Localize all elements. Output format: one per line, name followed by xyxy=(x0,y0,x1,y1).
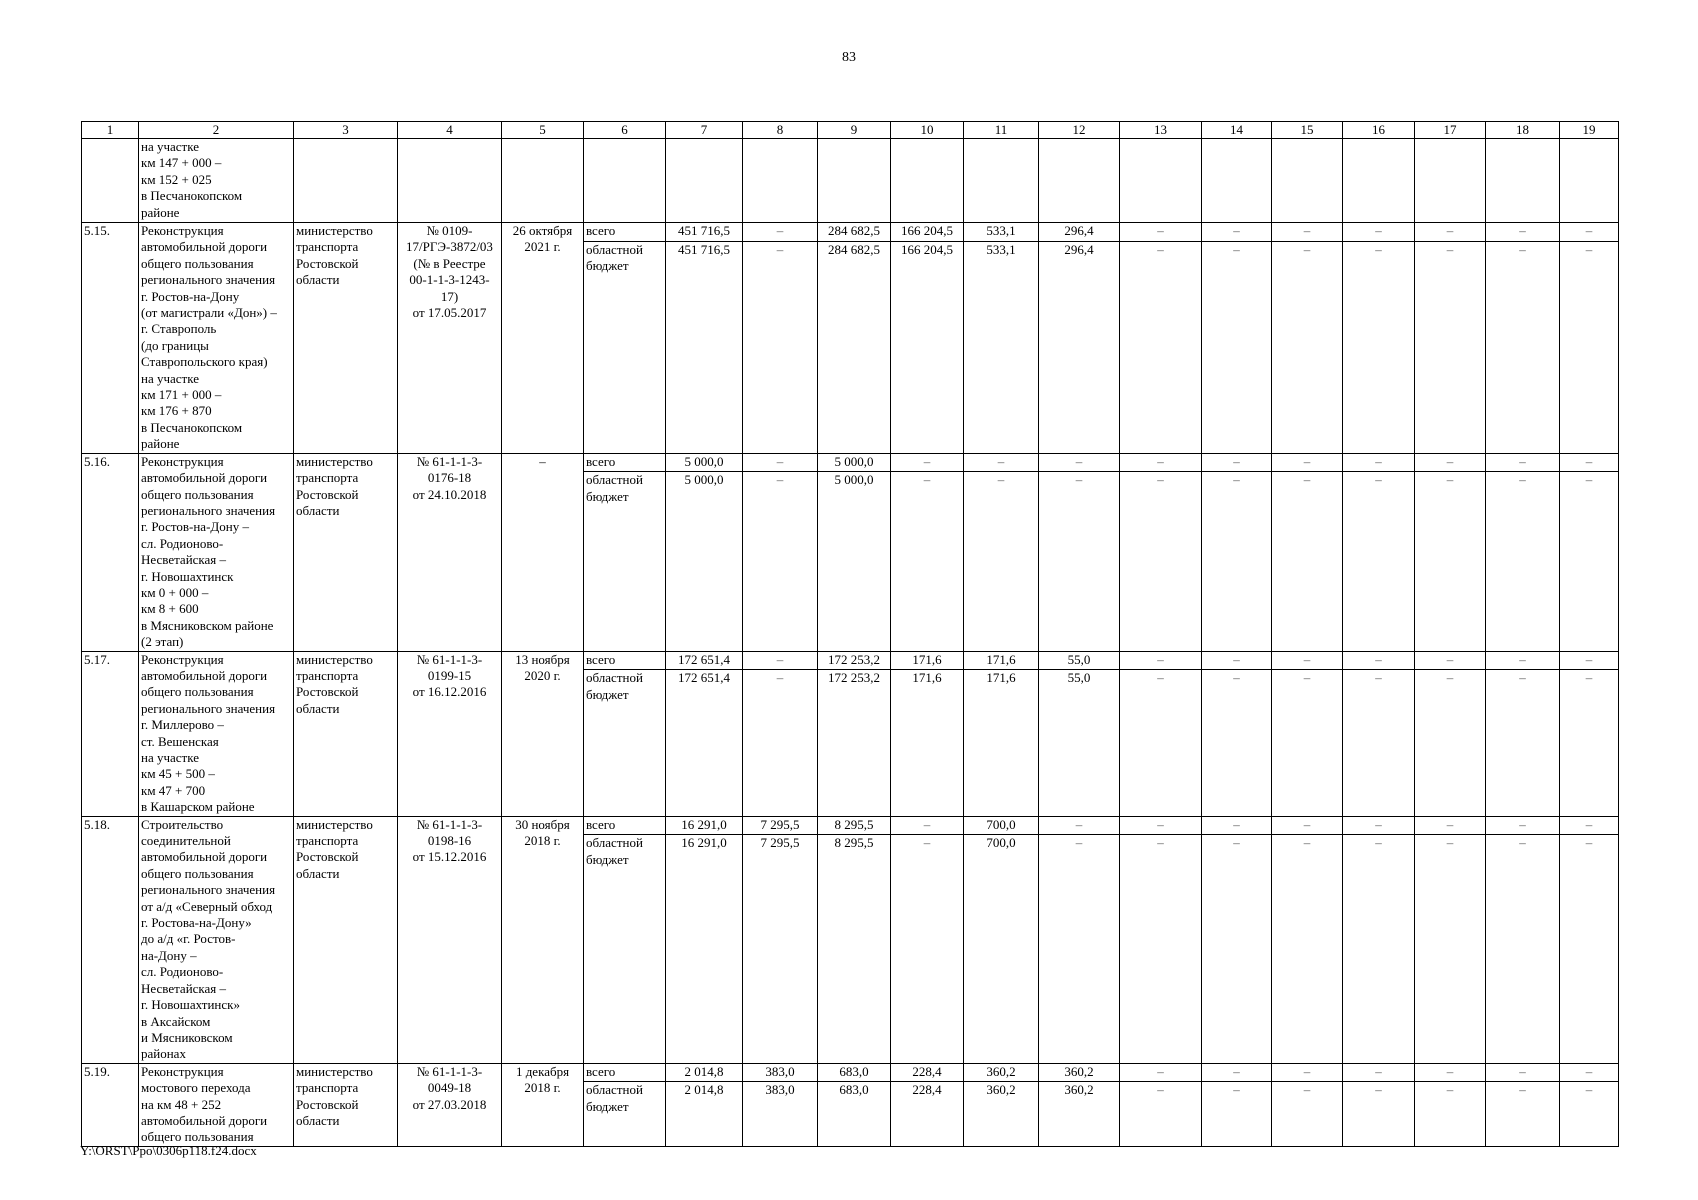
value-col-16: – xyxy=(1343,453,1415,472)
expertise-document: № 61-1-1-3- 0199-15 от 16.12.2016 xyxy=(398,651,502,816)
value-col-10: – xyxy=(891,472,964,651)
value-col-16: – xyxy=(1343,472,1415,651)
value-col-7: 2 014,8 xyxy=(666,1063,743,1082)
value-col-7: 172 651,4 xyxy=(666,651,743,670)
funding-source-regional: областной бюджет xyxy=(584,1082,666,1146)
value-col-19: – xyxy=(1560,241,1619,453)
value-col-9: 8 295,5 xyxy=(818,816,891,835)
value-col-14: – xyxy=(1202,835,1272,1063)
value-col-17: – xyxy=(1415,1082,1486,1146)
value-col-17: – xyxy=(1415,472,1486,651)
value-col-11: – xyxy=(964,472,1039,651)
value-col-17: – xyxy=(1415,453,1486,472)
object-row-total xyxy=(82,1063,1619,1082)
value-col-9: 683,0 xyxy=(818,1063,891,1082)
column-header-5: 5 xyxy=(502,122,584,139)
row-number: 5.17. xyxy=(82,651,139,816)
row-number: 5.18. xyxy=(82,816,139,1063)
column-header-11: 11 xyxy=(964,122,1039,139)
customer: министерство транспорта Ростовской области xyxy=(294,223,398,454)
value-col-19: – xyxy=(1560,223,1619,242)
funding-source-regional: областной бюджет xyxy=(584,835,666,1063)
value-col-12: 55,0 xyxy=(1039,670,1120,816)
value-col-10: – xyxy=(891,453,964,472)
value-col-13: – xyxy=(1120,670,1202,816)
value-col-16: – xyxy=(1343,651,1415,670)
value-col-19: – xyxy=(1560,651,1619,670)
column-header-9: 9 xyxy=(818,122,891,139)
value-col-18: – xyxy=(1486,1082,1560,1146)
customer: министерство транспорта Ростовской области xyxy=(294,651,398,816)
value-col-17: – xyxy=(1415,223,1486,242)
column-header-14: 14 xyxy=(1202,122,1272,139)
object-name: Реконструкция автомобильной дороги общего пользования регионального значения г. Ростов-на-Дону (от магистрали «Дон») – г. Ставрополь (до границы Ставропольского края) на участке км 171 + 000 – км 176 + 870 в Песчанокопском районе xyxy=(139,223,294,454)
value-col-19: – xyxy=(1560,835,1619,1063)
value-col-14: – xyxy=(1202,1082,1272,1146)
continuation-row xyxy=(82,139,1619,223)
column-header-12: 12 xyxy=(1039,122,1120,139)
value-col-11: 171,6 xyxy=(964,651,1039,670)
empty-cell xyxy=(502,139,584,223)
value-col-13: – xyxy=(1120,472,1202,651)
value-col-17: – xyxy=(1415,651,1486,670)
column-header-19: 19 xyxy=(1560,122,1619,139)
column-header-4: 4 xyxy=(398,122,502,139)
funding-source-regional: областной бюджет xyxy=(584,670,666,816)
customer: министерство транспорта Ростовской области xyxy=(294,453,398,651)
funding-source-regional: областной бюджет xyxy=(584,241,666,453)
empty-cell xyxy=(1560,139,1619,223)
value-col-18: – xyxy=(1486,472,1560,651)
funding-source-total: всего xyxy=(584,223,666,242)
value-col-14: – xyxy=(1202,670,1272,816)
page-number: 83 xyxy=(842,50,856,65)
value-col-16: – xyxy=(1343,670,1415,816)
value-col-14: – xyxy=(1202,223,1272,242)
value-col-10: 228,4 xyxy=(891,1082,964,1146)
row-number: 5.19. xyxy=(82,1063,139,1146)
object-name: Реконструкция автомобильной дороги общего пользования регионального значения г. Ростов-на-Дону – сл. Родионово- Несветайская – г. Новошахтинск км 0 + 000 – км 8 + 600 в Мясниковском районе (2 этап) xyxy=(139,453,294,651)
column-header-3: 3 xyxy=(294,122,398,139)
value-col-10: – xyxy=(891,835,964,1063)
empty-cell xyxy=(818,139,891,223)
value-col-14: – xyxy=(1202,816,1272,835)
value-col-14: – xyxy=(1202,472,1272,651)
value-col-13: – xyxy=(1120,1082,1202,1146)
value-col-17: – xyxy=(1415,241,1486,453)
value-col-8: – xyxy=(743,651,818,670)
value-col-15: – xyxy=(1272,651,1343,670)
value-col-9: 284 682,5 xyxy=(818,241,891,453)
value-col-12: 55,0 xyxy=(1039,651,1120,670)
funding-source-total: всего xyxy=(584,816,666,835)
value-col-15: – xyxy=(1272,1063,1343,1082)
value-col-16: – xyxy=(1343,835,1415,1063)
value-col-13: – xyxy=(1120,816,1202,835)
column-header-18: 18 xyxy=(1486,122,1560,139)
empty-cell xyxy=(1202,139,1272,223)
column-header-16: 16 xyxy=(1343,122,1415,139)
value-col-8: – xyxy=(743,670,818,816)
empty-cell xyxy=(1039,139,1120,223)
value-col-14: – xyxy=(1202,453,1272,472)
value-col-9: 284 682,5 xyxy=(818,223,891,242)
value-col-7: 16 291,0 xyxy=(666,835,743,1063)
value-col-8: – xyxy=(743,472,818,651)
continuation-num-cell xyxy=(82,139,139,223)
commissioning-date: 26 октября 2021 г. xyxy=(502,223,584,454)
value-col-8: 7 295,5 xyxy=(743,816,818,835)
funding-source-total: всего xyxy=(584,453,666,472)
value-col-7: 172 651,4 xyxy=(666,670,743,816)
value-col-8: 7 295,5 xyxy=(743,835,818,1063)
value-col-9: 5 000,0 xyxy=(818,472,891,651)
column-header-15: 15 xyxy=(1272,122,1343,139)
value-col-16: – xyxy=(1343,1063,1415,1082)
investment-table xyxy=(81,121,1619,1147)
value-col-12: 296,4 xyxy=(1039,223,1120,242)
value-col-7: 2 014,8 xyxy=(666,1082,743,1146)
funding-source-total: всего xyxy=(584,1063,666,1082)
value-col-15: – xyxy=(1272,241,1343,453)
value-col-12: – xyxy=(1039,453,1120,472)
commissioning-date: 13 ноября 2020 г. xyxy=(502,651,584,816)
column-header-8: 8 xyxy=(743,122,818,139)
value-col-17: – xyxy=(1415,816,1486,835)
value-col-12: – xyxy=(1039,472,1120,651)
value-col-17: – xyxy=(1415,1063,1486,1082)
empty-cell xyxy=(891,139,964,223)
value-col-19: – xyxy=(1560,1082,1619,1146)
column-header-17: 17 xyxy=(1415,122,1486,139)
value-col-15: – xyxy=(1272,670,1343,816)
value-col-10: 171,6 xyxy=(891,651,964,670)
value-col-9: 8 295,5 xyxy=(818,835,891,1063)
value-col-11: 533,1 xyxy=(964,241,1039,453)
column-header-7: 7 xyxy=(666,122,743,139)
value-col-7: 16 291,0 xyxy=(666,816,743,835)
value-col-7: 451 716,5 xyxy=(666,223,743,242)
commissioning-date: 1 декабря 2018 г. xyxy=(502,1063,584,1146)
empty-cell xyxy=(584,139,666,223)
value-col-11: – xyxy=(964,453,1039,472)
value-col-13: – xyxy=(1120,453,1202,472)
value-col-12: 360,2 xyxy=(1039,1082,1120,1146)
value-col-8: – xyxy=(743,223,818,242)
value-col-11: 533,1 xyxy=(964,223,1039,242)
empty-cell xyxy=(1120,139,1202,223)
value-col-11: 171,6 xyxy=(964,670,1039,816)
empty-cell xyxy=(1343,139,1415,223)
value-col-12: – xyxy=(1039,835,1120,1063)
object-name: Реконструкция мостового перехода на км 48 + 252 автомобильной дороги общего пользования xyxy=(139,1063,294,1146)
value-col-9: 5 000,0 xyxy=(818,453,891,472)
value-col-19: – xyxy=(1560,816,1619,835)
value-col-15: – xyxy=(1272,472,1343,651)
value-col-14: – xyxy=(1202,241,1272,453)
investment-table-container xyxy=(81,121,1618,1147)
value-col-19: – xyxy=(1560,472,1619,651)
value-col-11: 700,0 xyxy=(964,816,1039,835)
object-name: Строительство соединительной автомобильной дороги общего пользования регионального значения от а/д «Северный обход г. Ростова-на-Дону» до а/д «г. Ростов- на-Дону – сл. Родионово- Несветайская – г. Новошахтинск» в Аксайском и Мясниковском районах xyxy=(139,816,294,1063)
customer: министерство транспорта Ростовской области xyxy=(294,816,398,1063)
value-col-19: – xyxy=(1560,1063,1619,1082)
object-name: Реконструкция автомобильной дороги общего пользования регионального значения г. Миллерово – ст. Вешенская на участке км 45 + 500 – км 47 + 700 в Кашарском районе xyxy=(139,651,294,816)
value-col-19: – xyxy=(1560,453,1619,472)
funding-source-regional: областной бюджет xyxy=(584,472,666,651)
value-col-17: – xyxy=(1415,835,1486,1063)
column-header-10: 10 xyxy=(891,122,964,139)
expertise-document: № 61-1-1-3- 0176-18 от 24.10.2018 xyxy=(398,453,502,651)
value-col-13: – xyxy=(1120,241,1202,453)
value-col-9: 172 253,2 xyxy=(818,651,891,670)
empty-cell xyxy=(1272,139,1343,223)
value-col-11: 360,2 xyxy=(964,1063,1039,1082)
object-row-total xyxy=(82,453,1619,472)
object-row-total xyxy=(82,223,1619,242)
value-col-9: 683,0 xyxy=(818,1082,891,1146)
value-col-11: 360,2 xyxy=(964,1082,1039,1146)
expertise-document: № 0109- 17/РГЭ-3872/03 (№ в Реестре 00-1-1-3-1243- 17) от 17.05.2017 xyxy=(398,223,502,454)
value-col-14: – xyxy=(1202,651,1272,670)
empty-cell xyxy=(1415,139,1486,223)
column-number-row xyxy=(82,122,1619,139)
expertise-document: № 61-1-1-3- 0049-18 от 27.03.2018 xyxy=(398,1063,502,1146)
value-col-16: – xyxy=(1343,816,1415,835)
value-col-8: – xyxy=(743,241,818,453)
column-header-1: 1 xyxy=(82,122,139,139)
value-col-18: – xyxy=(1486,651,1560,670)
expertise-document: № 61-1-1-3- 0198-16 от 15.12.2016 xyxy=(398,816,502,1063)
value-col-16: – xyxy=(1343,1082,1415,1146)
continuation-name-cell: на участке км 147 + 000 – км 152 + 025 в Песчанокопском районе xyxy=(139,139,294,223)
value-col-18: – xyxy=(1486,223,1560,242)
value-col-10: – xyxy=(891,816,964,835)
table-body xyxy=(82,122,1619,1147)
value-col-13: – xyxy=(1120,1063,1202,1082)
empty-cell xyxy=(964,139,1039,223)
empty-cell xyxy=(666,139,743,223)
value-col-7: 451 716,5 xyxy=(666,241,743,453)
value-col-18: – xyxy=(1486,453,1560,472)
object-row-total xyxy=(82,816,1619,835)
column-header-13: 13 xyxy=(1120,122,1202,139)
value-col-7: 5 000,0 xyxy=(666,453,743,472)
value-col-16: – xyxy=(1343,223,1415,242)
value-col-13: – xyxy=(1120,223,1202,242)
value-col-13: – xyxy=(1120,835,1202,1063)
value-col-13: – xyxy=(1120,651,1202,670)
value-col-9: 172 253,2 xyxy=(818,670,891,816)
empty-cell xyxy=(743,139,818,223)
row-number: 5.16. xyxy=(82,453,139,651)
empty-cell xyxy=(1486,139,1560,223)
value-col-7: 5 000,0 xyxy=(666,472,743,651)
value-col-11: 700,0 xyxy=(964,835,1039,1063)
row-number: 5.15. xyxy=(82,223,139,454)
value-col-12: 296,4 xyxy=(1039,241,1120,453)
value-col-10: 166 204,5 xyxy=(891,241,964,453)
object-row-total xyxy=(82,651,1619,670)
value-col-18: – xyxy=(1486,241,1560,453)
commissioning-date: 30 ноября 2018 г. xyxy=(502,816,584,1063)
value-col-8: – xyxy=(743,453,818,472)
value-col-14: – xyxy=(1202,1063,1272,1082)
value-col-15: – xyxy=(1272,835,1343,1063)
value-col-18: – xyxy=(1486,670,1560,816)
value-col-18: – xyxy=(1486,816,1560,835)
value-col-12: 360,2 xyxy=(1039,1063,1120,1082)
commissioning-date: – xyxy=(502,453,584,651)
empty-cell xyxy=(294,139,398,223)
value-col-18: – xyxy=(1486,835,1560,1063)
value-col-16: – xyxy=(1343,241,1415,453)
customer: министерство транспорта Ростовской области xyxy=(294,1063,398,1146)
value-col-10: 228,4 xyxy=(891,1063,964,1082)
value-col-12: – xyxy=(1039,816,1120,835)
value-col-15: – xyxy=(1272,223,1343,242)
funding-source-total: всего xyxy=(584,651,666,670)
value-col-18: – xyxy=(1486,1063,1560,1082)
value-col-10: 166 204,5 xyxy=(891,223,964,242)
value-col-15: – xyxy=(1272,1082,1343,1146)
value-col-10: 171,6 xyxy=(891,670,964,816)
value-col-15: – xyxy=(1272,816,1343,835)
footer-file-path: Y:\ORST\Ppo\0306p118.f24.docx xyxy=(80,1143,257,1158)
value-col-8: 383,0 xyxy=(743,1082,818,1146)
empty-cell xyxy=(398,139,502,223)
column-header-2: 2 xyxy=(139,122,294,139)
column-header-6: 6 xyxy=(584,122,666,139)
value-col-15: – xyxy=(1272,453,1343,472)
value-col-8: 383,0 xyxy=(743,1063,818,1082)
value-col-19: – xyxy=(1560,670,1619,816)
value-col-17: – xyxy=(1415,670,1486,816)
